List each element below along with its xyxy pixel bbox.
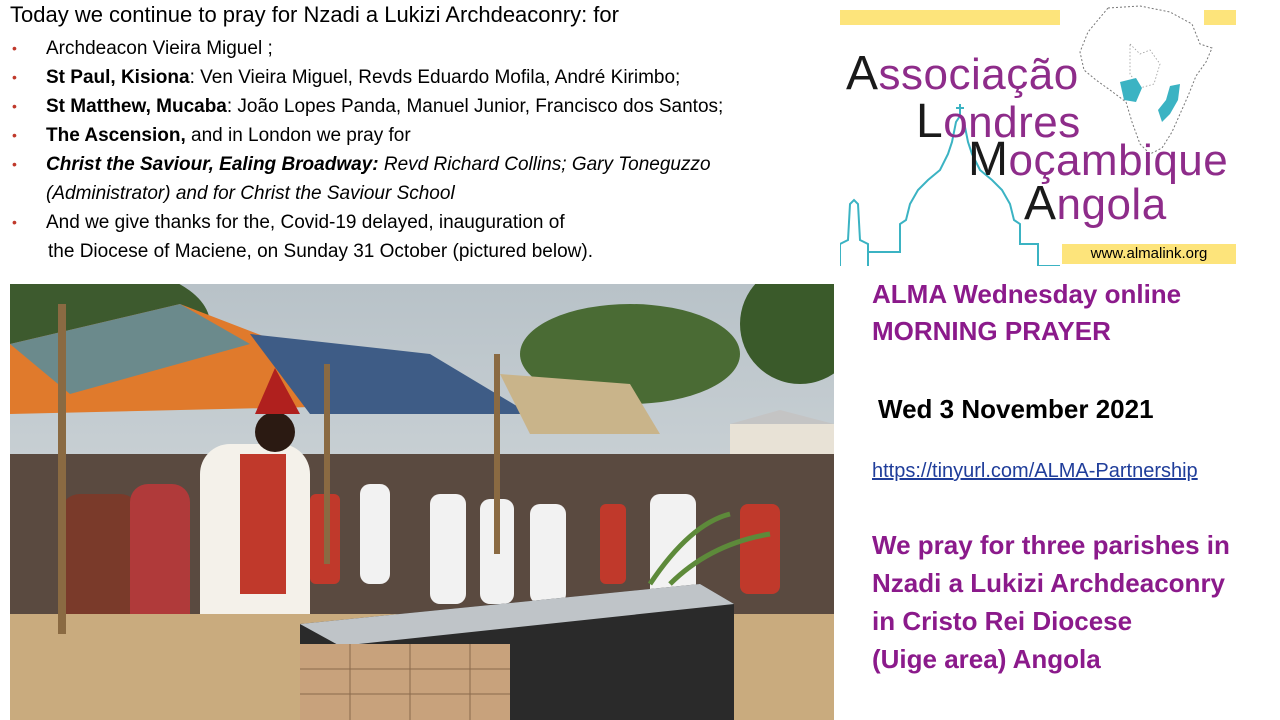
bullet-text: and in London we pray for <box>185 125 411 146</box>
bullet-text-continued: the Diocese of Maciene, on Sunday 31 October (pictured below). <box>48 241 593 262</box>
list-item <box>10 63 810 92</box>
bullet-text-continued: (Administrator) and for Christ the Saviour School <box>46 183 455 204</box>
list-item <box>10 208 810 266</box>
logo-line-3: Moçambique <box>968 133 1229 186</box>
prayer-line-1: We pray for three parishes in <box>872 530 1230 560</box>
parish-name: The Ascension, <box>46 125 186 146</box>
parish-name: Christ the Saviour, Ealing Broadway: <box>46 154 379 175</box>
bullet-text: And we give thanks for the, Covid-19 delayed, inauguration of <box>46 212 565 233</box>
ceremony-photo <box>10 284 834 720</box>
bullet-icon: • <box>12 69 17 85</box>
event-heading-1: ALMA Wednesday online <box>872 279 1182 309</box>
bullet-text: : Ven Vieira Miguel, Revds Eduardo Mofila, André Kirimbo; <box>189 67 681 88</box>
list-item <box>10 121 810 150</box>
list-item <box>10 92 810 121</box>
bullet-icon: • <box>12 156 17 172</box>
prayer-line-2: Nzadi a Lukizi Archdeaconry <box>872 568 1226 598</box>
parish-name: St Matthew, Mucaba <box>46 96 227 117</box>
prayer-list <box>10 34 810 266</box>
logo-line-4: Angola <box>1024 177 1167 230</box>
logo-line-1: Associação <box>846 47 1079 100</box>
list-item <box>10 34 810 63</box>
logo-line-2: Londres <box>916 95 1081 148</box>
prayer-line-4: (Uige area) Angola <box>872 644 1101 674</box>
bullet-text: Revd Richard Collins; Gary Toneguzzo <box>378 154 711 175</box>
alma-logo <box>840 4 1240 266</box>
partnership-link[interactable]: https://tinyurl.com/ALMA-Partnership <box>872 460 1198 482</box>
intro-heading: Today we continue to pray for Nzadi a Lukizi Archdeaconry: for <box>10 2 619 27</box>
bullet-icon: • <box>12 98 17 114</box>
list-item <box>10 150 810 208</box>
bullet-text: : João Lopes Panda, Manuel Junior, Francisco dos Santos; <box>226 96 724 117</box>
ceremony-photo-icon <box>10 284 834 720</box>
event-date: Wed 3 November 2021 <box>878 394 1154 424</box>
bullet-icon: • <box>12 214 17 230</box>
prayer-line-3: in Cristo Rei Diocese <box>872 606 1133 636</box>
bullet-icon: • <box>12 127 17 143</box>
event-heading-2: MORNING PRAYER <box>872 316 1111 346</box>
parish-name: St Paul, Kisiona <box>46 67 190 88</box>
logo-url: www.almalink.org <box>1062 244 1236 264</box>
bullet-icon: • <box>12 40 17 56</box>
bullet-text: Archdeacon Vieira Miguel ; <box>46 38 273 59</box>
